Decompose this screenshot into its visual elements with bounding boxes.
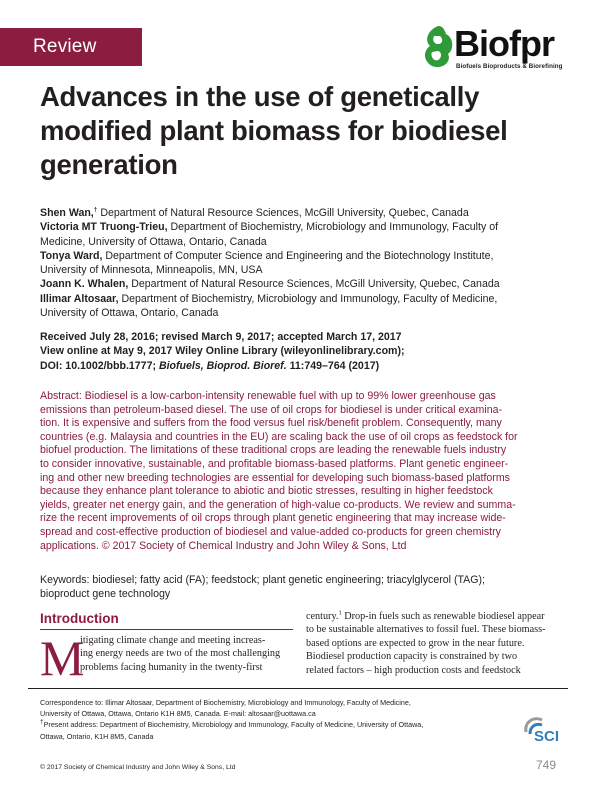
author-affiliation: University of Minnesota, Minneapolis, MN, USA: [40, 264, 263, 277]
footnote-line: Ottawa, Ontario, K1H 8M5, Canada: [40, 731, 154, 741]
footnote-line: University of Ottawa, Ottawa, Ontario K1H 8M5, Canada. E-mail: altosaar@uottawa.ca: [40, 709, 316, 719]
body-line: problems facing humanity in the twenty-first: [80, 661, 263, 673]
author-name: Illimar Altosaar,: [40, 292, 119, 305]
body-line: itigating climate change and meeting increas-: [80, 635, 266, 646]
copyright-notice: © 2017 Society of Chemical Industry and John Wiley & Sons, Ltd: [40, 764, 236, 771]
author-name: Tonya Ward,: [40, 249, 103, 262]
section-heading-introduction: Introduction: [40, 611, 119, 626]
author-affiliation: Department of Natural Resource Sciences, McGill University, Quebec, Canada: [97, 207, 469, 219]
footnote-line: †Present address: Department of Biochemistry, Microbiology and Immunology, Faculty of Medicine, University of Ottawa,: [40, 719, 424, 730]
intro-column-right: [306, 610, 561, 677]
author-name: Shen Wan,†: [40, 206, 98, 219]
author-affiliation: Department of Biochemistry, Microbiology and Immunology, Faculty of: [167, 221, 499, 234]
received-dates: Received July 28, 2016; revised March 9, 2017; accepted March 17, 2017: [40, 331, 402, 343]
footnote-line: Correspondence to: Illimar Altosaar, Department of Biochemistry, Microbiology and Immunology, Faculty of Medicine,: [40, 698, 411, 707]
body-line: to be sustainable alternatives to fossil fuel. These biomass-: [306, 624, 546, 636]
abstract-line: countries (e.g. Malaysia and countries in the EU) are scaling back the use of oil crops as feedstock for: [40, 430, 518, 443]
abstract-line: yields, greater net energy gain, and the generation of high-value co-products. We review and summa-: [40, 498, 516, 511]
author-entry: [40, 292, 565, 306]
abstract-line: Abstract: Biodiesel is a low-carbon-intensity renewable fuel with up to 99% lower greenhouse gas: [40, 390, 496, 402]
sci-logo-text: SCI: [534, 728, 560, 745]
keywords-line: bioproduct gene technology: [40, 587, 171, 600]
journal-logo-subtitle: Biofuels Bioproducts & Biorefining: [456, 63, 563, 70]
author-affiliation: Department of Natural Resource Sciences, McGill University, Quebec, Canada: [128, 278, 500, 291]
author-name: Joann K. Whalen,: [40, 278, 129, 291]
correspondence-note: [40, 697, 510, 742]
intro-column-left: [40, 634, 295, 674]
abstract-line: to consider innovative, sustainable, and profitable biomass-based platforms. Plant genetic engineer-: [40, 457, 509, 470]
body-line: related factors – high production costs and feedstock: [306, 664, 521, 676]
author-entry: [40, 249, 565, 263]
section-label-review: Review: [0, 28, 142, 66]
author-entry: [40, 220, 565, 234]
abstract-line: applications. © 2017 Society of Chemical Industry and John Wiley & Sons, Ltd: [40, 539, 407, 552]
abstract-line: tion. It is expensive and suffers from the food versus fuel risk/benefit problem. Consequently, many: [40, 417, 502, 430]
abstract-line: because they enhance plant tolerance to abiotic and biotic stresses, resulting in higher feedstock: [40, 485, 493, 498]
author-list: [40, 206, 565, 320]
body-line: Biodiesel production capacity is constrained by two: [306, 651, 518, 663]
doi-line: DOI: 10.1002/bbb.1777; Biofuels, Bioprod. Bioref. 11:749–764 (2017): [40, 359, 380, 372]
abstract-line: rize the recent improvements of oil crops through plant genetic engineering that may increase wide-: [40, 512, 506, 525]
footer-divider: [28, 688, 568, 689]
biofpr-leaf-icon: [418, 22, 458, 70]
abstract-line: biofuel production. The limitations of these traditional crops are leading the renewable fuels industry: [40, 444, 507, 457]
keywords: [40, 574, 565, 601]
body-line: based options are expected to grow in the near future.: [306, 637, 525, 649]
abstract-line: ing and other new breeding technologies are essential for developing such biomass-based platforms: [40, 471, 510, 484]
journal-logo: [418, 22, 568, 76]
journal-logo-word: Biofpr: [454, 23, 554, 64]
author-name: Victoria MT Truong-Trieu,: [40, 221, 168, 234]
publication-dates: [40, 330, 565, 373]
author-affiliation: Medicine, University of Ottawa, Ontario, Canada: [40, 235, 267, 248]
drop-cap: M: [40, 630, 85, 686]
body-line: ing energy needs are two of the most challenging: [80, 648, 281, 660]
author-entry: [40, 206, 565, 220]
author-affiliation: Department of Biochemistry, Microbiology and Immunology, Faculty of Medicine,: [118, 292, 498, 305]
sci-logo: [520, 714, 568, 746]
body-line: century.$^1$ Drop-in fuels such as renewable biodiesel appear: [306, 609, 545, 622]
online-date: View online at May 9, 2017 Wiley Online Library (wileyonlinelibrary.com);: [40, 345, 405, 358]
abstract-line: emissions than petroleum-based diesel. The use of oil crops for biodiesel is under critical examina-: [40, 403, 503, 416]
abstract-line: spread and cost-effective production of biodiesel and value-added co-products for green chemistry: [40, 525, 501, 538]
article-title: Advances in the use of genetically modified plant biomass for biodiesel generation: [40, 81, 508, 180]
author-affiliation: University of Ottawa, Ontario, Canada: [40, 307, 219, 320]
abstract: [40, 390, 565, 553]
author-affiliation: Department of Computer Science and Engineering and the Biotechnology Institute,: [102, 249, 494, 262]
reference-marker: 1: [338, 609, 342, 617]
keywords-line: Keywords: biodiesel; fatty acid (FA); feedstock; plant genetic engineering; triacylglycerol (TAG);: [40, 574, 485, 586]
author-entry: [40, 277, 565, 291]
page-number: 749: [536, 758, 557, 772]
